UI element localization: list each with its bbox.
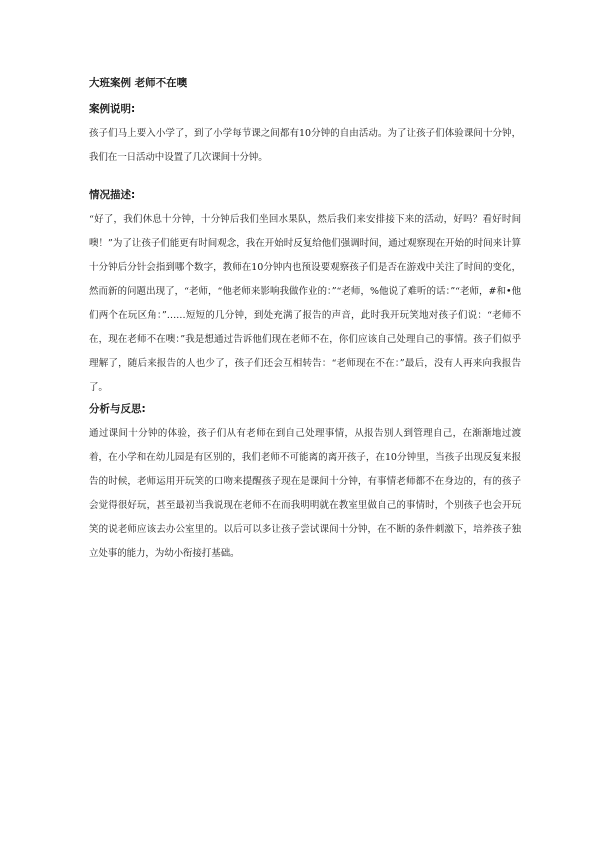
document-title: 大班案例 老师不在噢 <box>89 77 188 89</box>
section-text-situation: “好了，我们休息十分钟，十分钟后我们坐回水果队，然后我们来安排接下来的活动，好吗？看好时间噢！”为了让孩子们能更有时间观念，我在开始时反复给他们强调时间，通过观察现在开始的时间来计算十分钟后分针会指到哪个数字，教师在10分钟内也预设要观察孩子们是否在游戏中关注了时间的变化，然而新的问题出现了，“老师，“他老师来影响我做作业的：”“老师，%他说了难听的话：”“老师，#和•他们两个在玩区角：”……短短的几分钟，到处充满了报告的声音，此时我开玩笑地对孩子们说：“老师不在，现在老师不在噢：”我是想通过告诉他们现在老师不在，你们应该自己处理自己的事情。孩子们似乎理解了，随后来报告的人也少了，孩子们还会互相转告：“老师现在不在：”最后，没有人再来向我报告了。 <box>89 214 521 393</box>
section-text-case-description: 孩子们马上要入小学了，到了小学每节课之间都有10分钟的自由活动。为了让孩子们体验课间十分钟，我们在一日活动中设置了几次课间十分钟。 <box>89 128 521 163</box>
section-spacer <box>89 170 521 188</box>
section-text-analysis: 通过课间十分钟的体验，孩子们从有老师在到自己处理事情，从报告别人到管理自己，在渐渐地过渡着，在小学和在幼儿园是有区别的，我们老师不可能离的离开孩子，在10分钟里，当孩子出现反复来报告的时候，老师运用开玩笑的口吻来提醒孩子现在是课间十分钟，有事情老师都不在身边的，有的孩子会觉得很好玩，甚至最初当我说现在老师不在而我明明就在教室里做自己的事情时，个别孩子也会开玩笑的说老师应该去办公室里的。以后可以多让孩子尝试课间十分钟，在不断的条件刺激下，培养孩子独立处事的能力，为幼小衔接打基础。 <box>89 428 521 559</box>
section-heading-situation: 情况描述: <box>89 189 136 201</box>
document-body <box>89 76 521 566</box>
section-heading-case-description: 案例说明: <box>89 103 136 115</box>
section-heading-analysis: 分析与反思: <box>89 403 146 415</box>
